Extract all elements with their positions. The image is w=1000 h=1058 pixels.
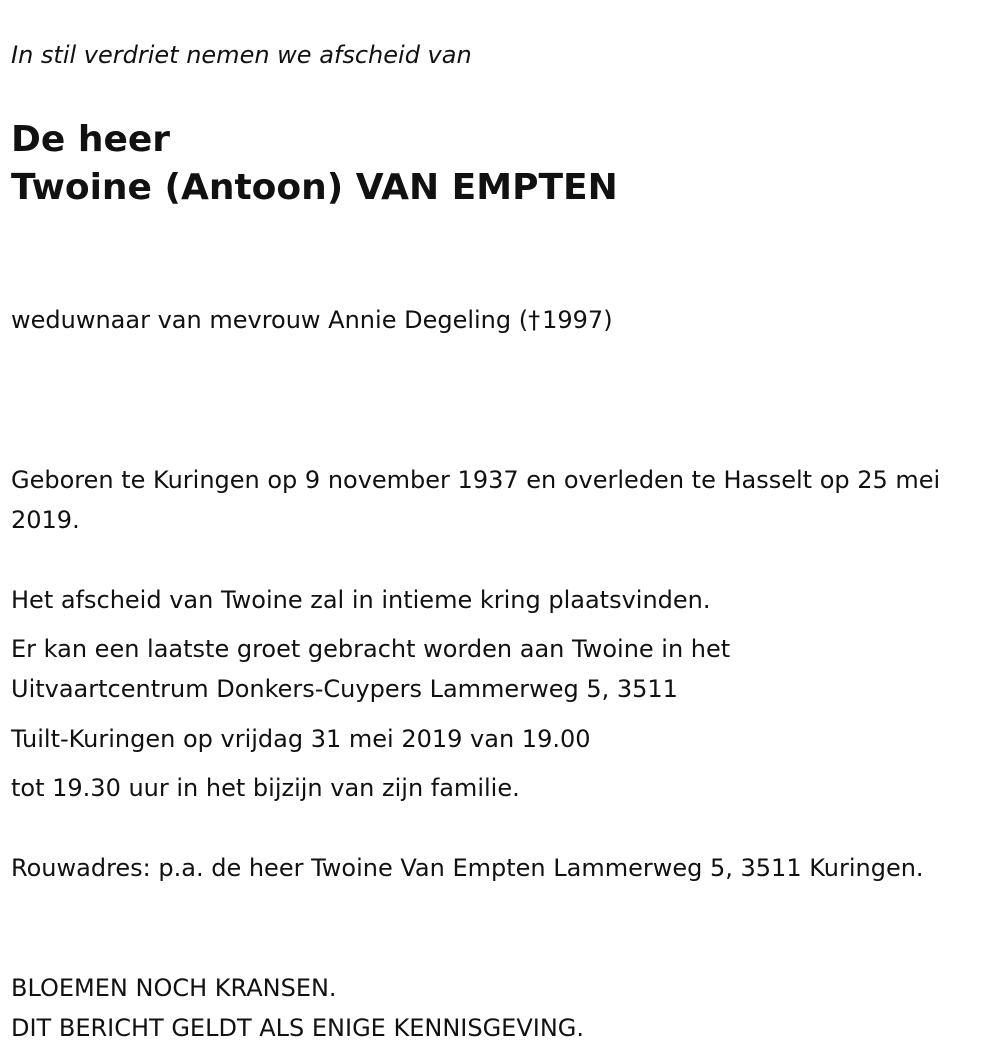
last-greeting-text [11,629,986,709]
greeting-line-2: Uitvaartcentrum Donkers-Cuypers Lammerweg 5, 3511 [11,675,678,703]
death-year: 1997) [542,306,613,334]
full-name: Twoine (Antoon) VAN EMPTEN [11,167,618,208]
visit-time-line-1: Tuilt-Kuringen op vrijdag 31 mei 2019 van 19.00 [11,725,591,753]
widower-line [11,300,986,340]
mourning-address: Rouwadres: p.a. de heer Twoine Van Empten Lammerweg 5, 3511 Kuringen. [11,854,924,882]
intro-text: In stil verdriet nemen we afscheid van [11,41,472,69]
farewell-text: Het afscheid van Twoine zal in intieme kring plaatsvinden. [11,586,711,614]
title-salutation: De heer [11,119,171,160]
closing-text [11,968,986,1048]
closing-line-2: DIT BERICHT GELDT ALS ENIGE KENNISGEVING. [11,1014,585,1042]
deceased-name [11,116,618,212]
greeting-line-1: Er kan een laatste groet gebracht worden aan Twoine in het [11,635,731,663]
birth-death-text: Geboren te Kuringen op 9 november 1937 en overleden te Hasselt op 25 mei 2019. [11,466,941,534]
cross-icon: † [528,306,541,334]
closing-line-1: BLOEMEN NOCH KRANSEN. [11,974,337,1002]
widower-text: weduwnaar van mevrouw Annie Degeling ( [11,306,529,334]
visit-time-line-2: tot 19.30 uur in het bijzijn van zijn familie. [11,774,520,802]
